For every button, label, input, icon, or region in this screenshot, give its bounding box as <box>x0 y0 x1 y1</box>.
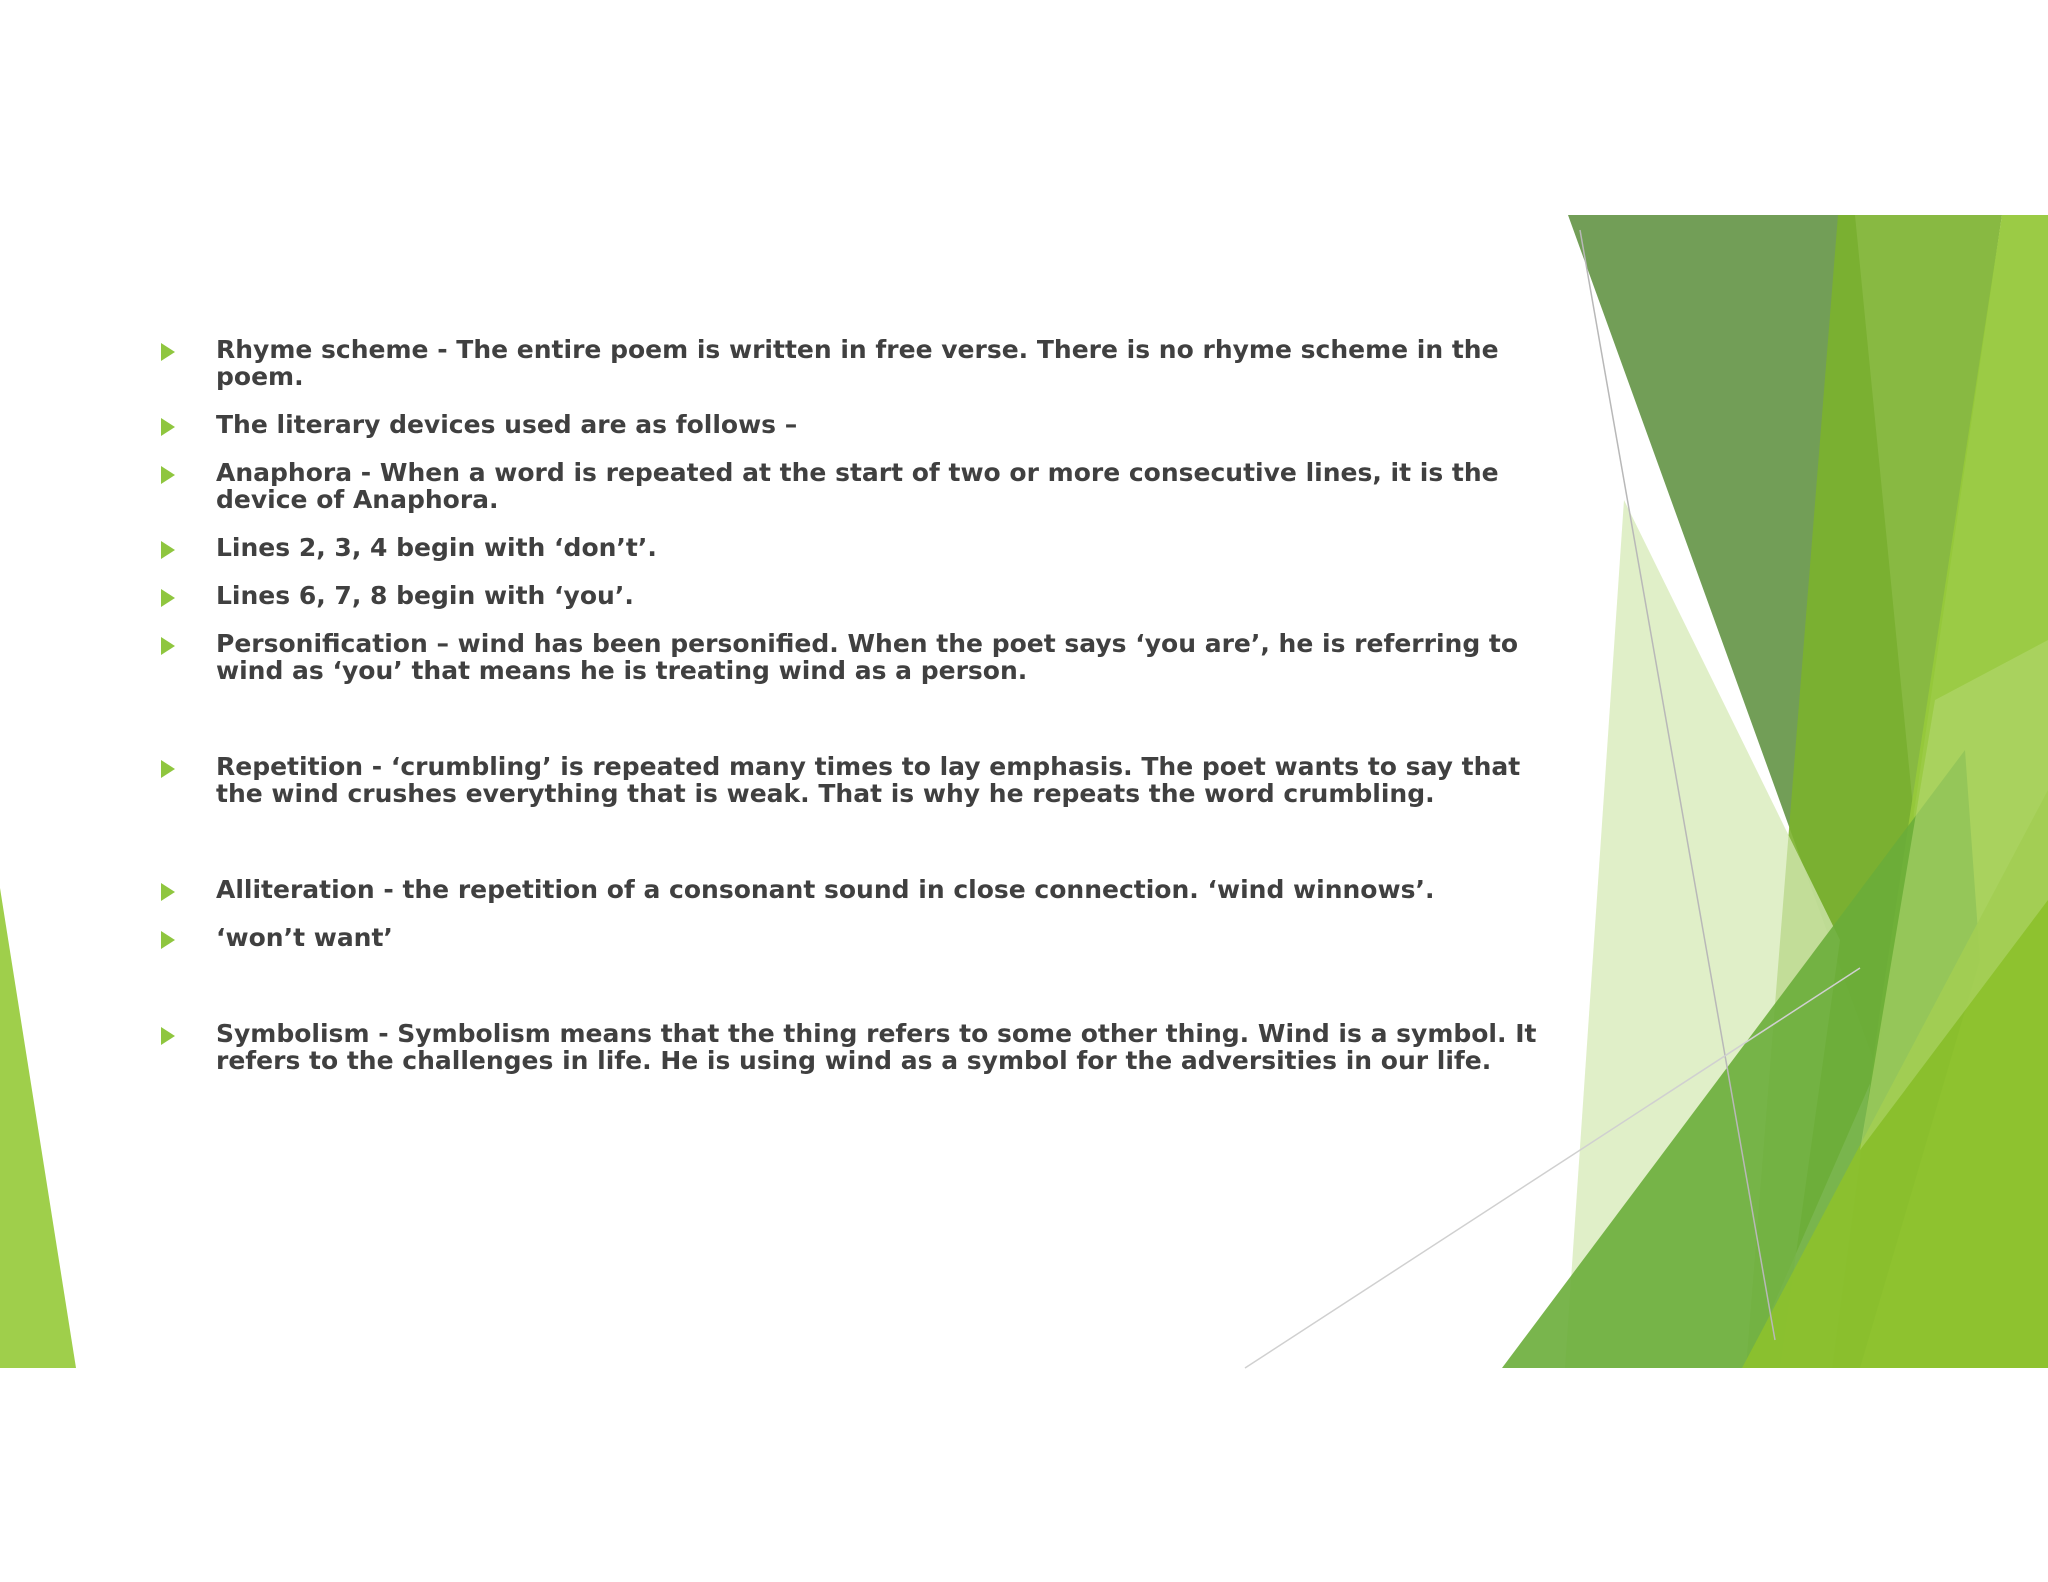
bullet-text: Rhyme scheme - The entire poem is written in free verse. There is no rhyme scheme in the poem. <box>216 335 1499 391</box>
triangle-bullet-icon <box>161 589 175 607</box>
bullet-item-wont-want <box>158 924 1558 951</box>
bullet-text: Lines 2, 3, 4 begin with ‘don’t’. <box>216 533 657 562</box>
left-green-sliver <box>0 888 76 1368</box>
triangle-bullet-icon <box>161 466 175 484</box>
bullet-item-personification <box>158 630 1558 684</box>
bullet-text: ‘won’t want’ <box>216 923 393 952</box>
triangle-bullet-icon <box>161 637 175 655</box>
bullet-item-literary-devices <box>158 411 1558 438</box>
bullet-item-rhyme-scheme <box>158 336 1558 390</box>
bullet-item-lines-2-3-4 <box>158 534 1558 561</box>
bullet-text: Anaphora - When a word is repeated at the start of two or more consecutive lines, it is the device of Anaphora. <box>216 458 1499 514</box>
triangle-bullet-icon <box>161 418 175 436</box>
triangle-bullet-icon <box>161 883 175 901</box>
bullet-item-lines-6-7-8 <box>158 582 1558 609</box>
triangle-bullet-icon <box>161 931 175 949</box>
triangle-bullet-icon <box>161 541 175 559</box>
bullet-text: The literary devices used are as follows – <box>216 410 798 439</box>
bullet-text: Lines 6, 7, 8 begin with ‘you’. <box>216 581 634 610</box>
triangle-bullet-icon <box>161 760 175 778</box>
bullet-text: Personification – wind has been personified. When the poet says ‘you are’, he is referring to wind as ‘you’ that means he is treating wind as a person. <box>216 629 1519 685</box>
bullet-list <box>158 336 1558 1095</box>
triangle-bullet-icon <box>161 343 175 361</box>
bullet-text: Repetition - ‘crumbling’ is repeated many times to lay emphasis. The poet wants to say that the wind crushes everything that is weak. That is why he repeats the word crumbling. <box>216 752 1521 808</box>
triangle-bullet-icon <box>161 1027 175 1045</box>
bullet-text: Alliteration - the repetition of a consonant sound in close connection. ‘wind winnows’. <box>216 875 1435 904</box>
bullet-text: Symbolism - Symbolism means that the thing refers to some other thing. Wind is a symbol. It refers to the challenges in life. He is using wind as a symbol for the adversities in our life. <box>216 1019 1537 1075</box>
bullet-item-repetition <box>158 753 1558 807</box>
bullet-item-anaphora <box>158 459 1558 513</box>
bullet-item-symbolism <box>158 1020 1558 1074</box>
bullet-item-alliteration <box>158 876 1558 903</box>
